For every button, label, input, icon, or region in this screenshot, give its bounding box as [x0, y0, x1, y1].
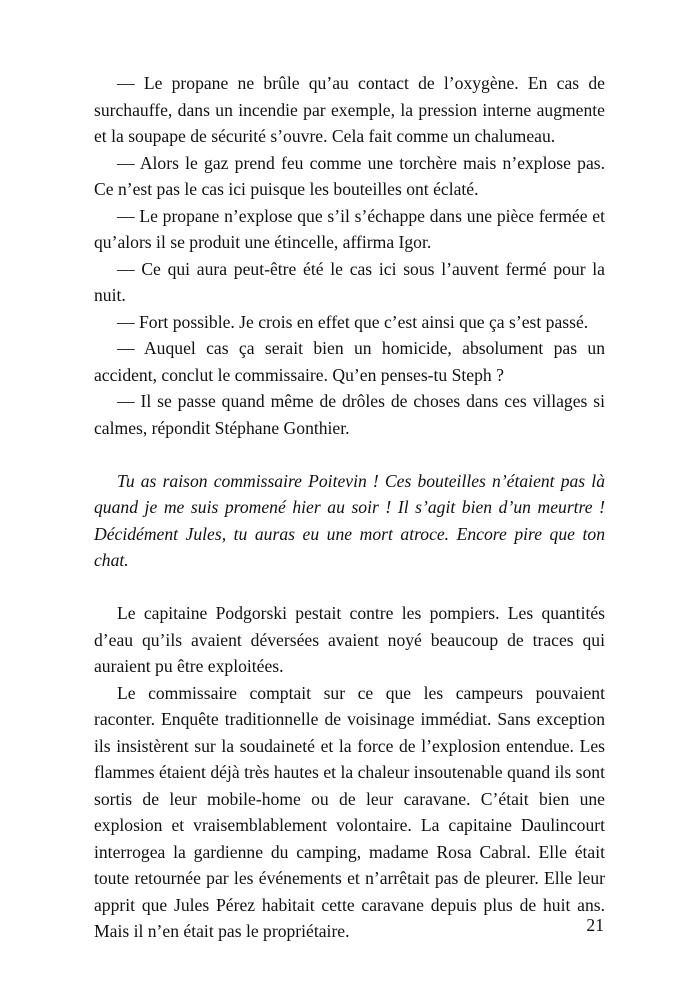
dialogue-paragraph-2: — Alors le gaz prend feu comme une torchère mais n’explose pas. Ce n’est pas le cas ici puisque les bouteilles ont éclaté. [94, 152, 605, 199]
dialogue-paragraph-1: — Le propane ne brûle qu’au contact de l’oxygène. En cas de surchauffe, dans un incendie par exemple, la pression interne augmente et la soupape de sécurité s’ouvre. Cela fait comme un chalumeau. [94, 73, 605, 146]
page-number: 21 [586, 915, 604, 935]
dialogue-paragraph-6: — Auquel cas ça serait bien un homicide, absolument pas un accident, conclut le commissaire. Qu’en penses-tu Steph ? [94, 338, 605, 385]
narrative-paragraph-1: Le capitaine Podgorski pestait contre les pompiers. Les quantités d’eau qu’ils avaient déversées avaient noyé beaucoup de traces qui auraient pu être exploitées. [94, 603, 605, 676]
dialogue-paragraph-4: — Ce qui aura peut-être été le cas ici sous l’auvent fermé pour la nuit. [94, 258, 605, 305]
section-break [94, 574, 605, 601]
dialogue-paragraph-3: — Le propane n’explose que s’il s’échappe dans une pièce fermée et qu’alors il se produit une étincelle, affirma Igor. [94, 205, 605, 252]
narrative-paragraph-2: Le commissaire comptait sur ce que les campeurs pouvaient raconter. Enquête traditionnelle de voisinage immédiat. Sans exception ils insistèrent sur la soudaineté et la force de l’explosion entendue. Les flammes étaient déjà très hautes et la chaleur insoutenable quand ils sont sortis de leur mobile-home ou de leur caravane. C’était bien une explosion et vraisemblablement volontaire. La capitaine Daulincourt interrogea la gardienne du camping, madame Rosa Cabral. Elle était toute retournée par les événements et n’arrêtait pas de pleurer. Elle leur apprit que Jules Pérez habitait cette caravane depuis plus de huit ans. Mais il n’en était pas le propriétaire. [94, 682, 605, 941]
italic-inner-monologue: Tu as raison commissaire Poitevin ! Ces bouteilles n’étaient pas là quand je me suis promené hier au soir ! Il s’agit bien d’un meurtre ! Décidément Jules, tu auras eu une mort atroce. Encore pire que ton chat. [94, 470, 605, 570]
section-break [94, 441, 605, 468]
dialogue-paragraph-7: — Il se passe quand même de drôles de choses dans ces villages si calmes, répondit Stéphane Gonthier. [94, 391, 605, 438]
page-text-body [94, 70, 605, 945]
dialogue-paragraph-5: — Fort possible. Je crois en effet que c’est ainsi que ça s’est passé. [117, 311, 589, 332]
